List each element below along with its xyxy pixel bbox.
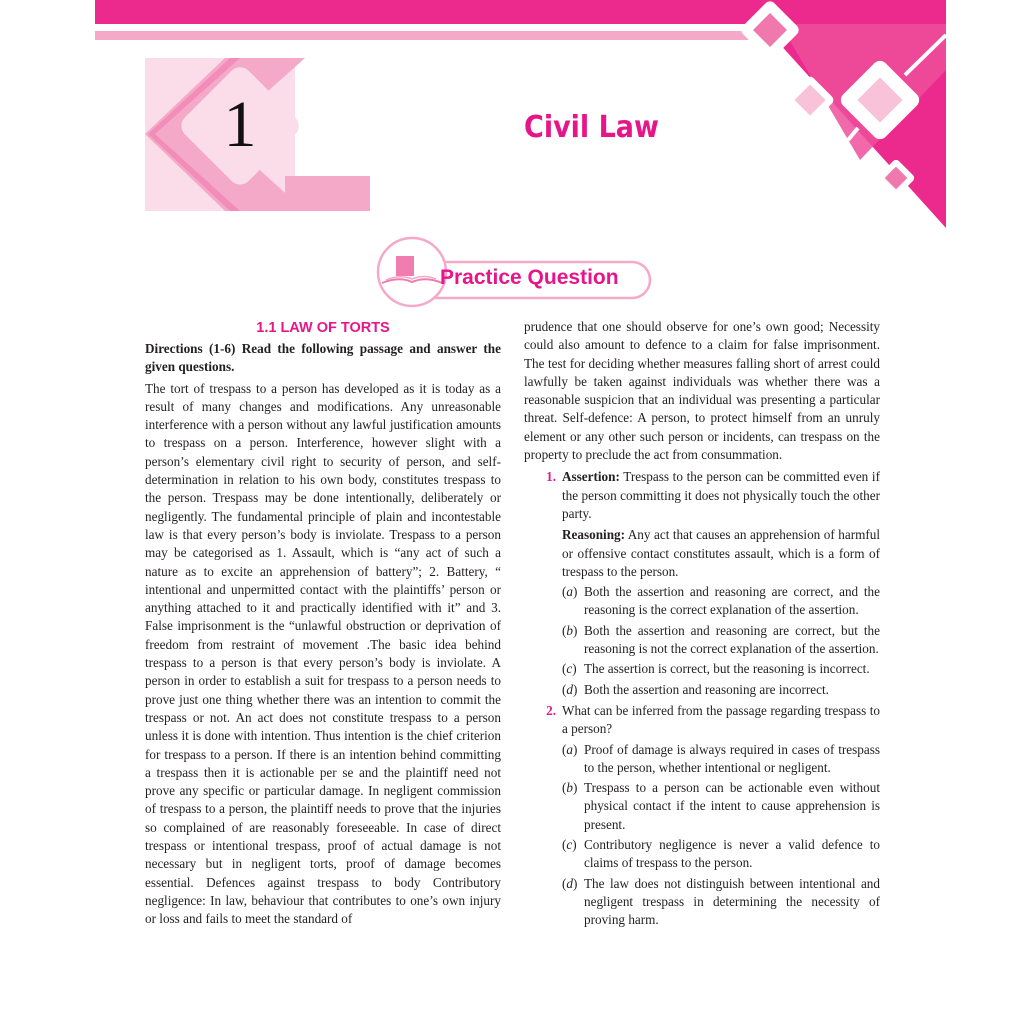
option-a[interactable]: (a) Both the assertion and reasoning are correct, and the reasoning is the correct explanation of the assertion. <box>562 584 880 618</box>
passage-right: prudence that one should observe for one’s own good; Necessity could also amount to defence to a claim for false imprisonment. The test for deciding whether measures falling short of arrest could lawfully be taken against individuals was whether there was a reasonable suspicion that an individual was presenting a particular threat. Self-defence: A person, to protect himself from an unruly element or any other such person or incidents, can trespass on the property to preclude the act from consummation. <box>524 319 880 463</box>
question-2 <box>524 702 880 739</box>
question-1-options <box>524 583 880 699</box>
question-2-options <box>524 741 880 930</box>
practice-question-label: Practice Question <box>440 266 619 289</box>
question-text: What can be inferred from the passage regarding trespass to a person? <box>562 702 880 737</box>
passage-left: The tort of trespass to a person has developed as it is today as a result of many changes and modifications. Any unreasonable interference with a person without any lawful justification amounts to trespass on a person. Interference, however slight with a person’s elementary civil right to security of person, and self-determination in relation to his own body, constitutes trespass to the person. Trespass may be done intentionally, deliberately or negligently. The fundamental principle of plain and incontestable law is that every person’s body is inviolate. Trespass to a person may be categorised as 1. Assault, which is “any act of such a nature as to excite an apprehension of battery”; 2. Battery, “ intentional and unpermitted contact with the plaintiffs’ person or anything attached to it and practically identified with it” and 3. False imprisonment is the “unlawful obstruction or deprivation of freedom from restraint of movement .The basic idea behind trespass to a person is that every person’s body is inviolate. A person in order to establish a suit for trespass to a person needs to prove just one thing whether there was an intention to commit the trespass or not. An act does not constitute trespass to a person unless it is done with intention. Thus intention is the chief criterion for trespass to a person. If there is an intention behind committing a trespass then it is actionable per se and the plaintiff need not prove any specific or particular damage. In negligent commission of trespass to a person, the plaintiff needs to prove that the injuries so complained of are reasonably foreseeable. In case of direct trespass or intentional trespass, proof of actual damage is not necessary but in negligent torts, proof of damage becomes essential. Defences against trespass to body Contributory negligence: In law, behaviour that contributes to one’s own injury or loss and fails to meet the standard of <box>145 380 501 927</box>
option-c[interactable]: (c) Contributory negligence is never a valid defence to claims of trespass to the person. <box>562 837 880 871</box>
question-1 <box>524 468 880 581</box>
reasoning-label: Reasoning: <box>562 527 626 543</box>
chapter-number: 1 <box>223 88 257 161</box>
option-d[interactable]: (d) The law does not distinguish between intentional and negligent trespass in determining the necessity of proving harm. <box>562 875 880 928</box>
option-b[interactable]: (b) Trespass to a person can be actionable even without physical contact if the intent to cause apprehension is present. <box>562 780 880 832</box>
option-a[interactable]: (a) Proof of damage is always required in cases of trespass to the person, whether intentional or negligent. <box>562 741 880 775</box>
option-c[interactable]: (c) The assertion is correct, but the reasoning is incorrect. <box>562 661 870 677</box>
assertion: Assertion: Trespass to the person can be committed even if the person committing it does not physically touch the other party. <box>562 469 880 521</box>
assertion-label: Assertion: <box>562 469 620 485</box>
corner-diamond-decoration <box>740 0 946 228</box>
option-b[interactable]: (b) Both the assertion and reasoning are correct, but the reasoning is not the correct explanation of the assertion. <box>562 622 880 657</box>
reasoning: Reasoning: Any act that causes an apprehension of harmful or offensive contact constitutes assault, which is a form of trespass to the person. <box>562 527 880 579</box>
chapter-title: Civil Law <box>524 110 659 145</box>
section-heading: 1.1 LAW OF TORTS <box>256 320 390 336</box>
question-number: 1. <box>546 469 556 485</box>
directions-text: Directions (1-6) Read the following passage and answer the given questions. <box>145 341 501 375</box>
question-number: 2. <box>546 702 556 718</box>
option-d[interactable]: (d) Both the assertion and reasoning are incorrect. <box>562 681 829 697</box>
right-column <box>524 318 880 930</box>
left-column <box>145 318 501 929</box>
header-accent-bar <box>95 31 755 40</box>
